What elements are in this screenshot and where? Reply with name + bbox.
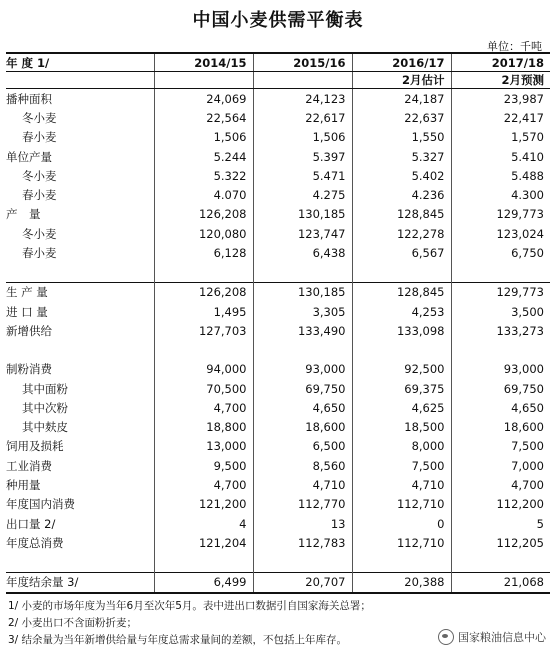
table-row <box>6 302 550 321</box>
balance-table <box>6 52 550 594</box>
row-value: 18,600 <box>253 417 352 436</box>
row-label: 春小麦 <box>22 246 57 261</box>
row-value: 3,500 <box>451 302 550 321</box>
row-value: 3,305 <box>253 302 352 321</box>
row-label: 出口量 2/ <box>6 516 56 531</box>
row-label: 进 口 量 <box>6 304 48 319</box>
row-value: 8,560 <box>253 456 352 475</box>
row-value: 92,500 <box>352 360 451 379</box>
row-label: 种用量 <box>6 477 41 492</box>
row-label: 年度国内消费 <box>6 497 75 512</box>
row-label: 其中麸皮 <box>22 420 68 435</box>
row-label: 播种面积 <box>6 91 52 106</box>
row-value: 6,750 <box>451 243 550 262</box>
row-label: 冬小麦 <box>22 168 57 183</box>
row-value: 112,710 <box>352 495 451 514</box>
row-value: 0 <box>352 514 451 533</box>
header-sub <box>154 72 253 89</box>
table-row <box>6 185 550 204</box>
spacer-cell <box>6 341 154 360</box>
row-value: 133,098 <box>352 321 451 340</box>
spacer-cell <box>6 553 154 573</box>
row-value: 120,080 <box>154 224 253 243</box>
header-year-label: 年 度 1/ <box>6 53 154 72</box>
row-label: 产 量 <box>6 207 41 222</box>
row-value: 22,564 <box>154 108 253 127</box>
spacer-row <box>6 341 550 360</box>
row-label: 冬小麦 <box>22 226 57 241</box>
unit-label: 单位：千吨 <box>487 40 542 53</box>
row-value: 18,500 <box>352 417 451 436</box>
row-value: 121,200 <box>154 495 253 514</box>
row-value: 5.244 <box>154 147 253 166</box>
row-label: 工业消费 <box>6 458 52 473</box>
header-sub: 2月预测 <box>451 72 550 89</box>
row-value: 4.300 <box>451 185 550 204</box>
spacer-cell <box>451 341 550 360</box>
table-row <box>6 514 550 533</box>
row-value: 23,987 <box>451 89 550 109</box>
row-value: 1,506 <box>253 128 352 147</box>
watermark-text: 国家粮油信息中心 <box>458 631 546 644</box>
table-row <box>6 89 550 109</box>
row-value: 4,700 <box>154 398 253 417</box>
header-sub <box>253 72 352 89</box>
row-value: 133,490 <box>253 321 352 340</box>
row-value: 24,187 <box>352 89 451 109</box>
table-row <box>6 321 550 340</box>
row-value: 21,068 <box>451 572 550 593</box>
row-value: 7,500 <box>451 437 550 456</box>
table-row <box>6 475 550 494</box>
spacer-cell <box>451 263 550 283</box>
row-value: 122,278 <box>352 224 451 243</box>
table-row <box>6 282 550 302</box>
row-value: 93,000 <box>451 360 550 379</box>
table-row <box>6 379 550 398</box>
row-label: 冬小麦 <box>22 110 57 125</box>
row-value: 22,617 <box>253 108 352 127</box>
row-value: 5.488 <box>451 166 550 185</box>
row-value: 13 <box>253 514 352 533</box>
header-subrow <box>6 72 550 89</box>
row-value: 6,567 <box>352 243 451 262</box>
row-value: 7,500 <box>352 456 451 475</box>
table-row <box>6 572 550 593</box>
spacer-cell <box>154 341 253 360</box>
row-value: 112,770 <box>253 495 352 514</box>
row-value: 4,700 <box>154 475 253 494</box>
row-label: 饲用及损耗 <box>6 439 64 454</box>
table-row <box>6 533 550 552</box>
spacer-cell <box>451 553 550 573</box>
row-value: 4,650 <box>451 398 550 417</box>
header-year: 2016/17 <box>352 53 451 72</box>
row-label: 其中面粉 <box>22 381 68 396</box>
row-value: 112,710 <box>352 533 451 552</box>
row-value: 5.397 <box>253 147 352 166</box>
footnotes <box>8 598 371 649</box>
row-value: 8,000 <box>352 437 451 456</box>
row-value: 1,495 <box>154 302 253 321</box>
row-value: 112,200 <box>451 495 550 514</box>
row-value: 6,499 <box>154 572 253 593</box>
row-value: 24,069 <box>154 89 253 109</box>
row-value: 94,000 <box>154 360 253 379</box>
row-value: 4,700 <box>451 475 550 494</box>
row-label: 春小麦 <box>22 188 57 203</box>
table-row <box>6 360 550 379</box>
spacer-cell <box>352 263 451 283</box>
row-value: 4,650 <box>253 398 352 417</box>
header-year: 2015/16 <box>253 53 352 72</box>
row-value: 22,417 <box>451 108 550 127</box>
row-value: 112,783 <box>253 533 352 552</box>
row-value: 127,703 <box>154 321 253 340</box>
header-sub-empty <box>6 72 154 89</box>
row-value: 128,845 <box>352 282 451 302</box>
table-title: 中国小麦供需平衡表 <box>192 10 364 31</box>
row-value: 20,388 <box>352 572 451 593</box>
table-row <box>6 224 550 243</box>
row-value: 18,800 <box>154 417 253 436</box>
table-row <box>6 417 550 436</box>
row-value: 133,273 <box>451 321 550 340</box>
row-value: 130,185 <box>253 282 352 302</box>
row-label: 年度结余量 3/ <box>6 572 154 593</box>
spacer-cell <box>352 341 451 360</box>
row-label: 新增供给 <box>6 323 52 338</box>
row-label: 生 产 量 <box>6 282 154 302</box>
row-value: 5 <box>451 514 550 533</box>
row-value: 5.402 <box>352 166 451 185</box>
row-value: 112,205 <box>451 533 550 552</box>
row-value: 7,000 <box>451 456 550 475</box>
spacer-cell <box>154 553 253 573</box>
row-value: 1,550 <box>352 128 451 147</box>
table-row <box>6 243 550 262</box>
row-value: 20,707 <box>253 572 352 593</box>
row-value: 9,500 <box>154 456 253 475</box>
footnote: 1/ 小麦的市场年度为当年6月至次年5月。表中进出口数据引自国家海关总署； <box>8 600 371 612</box>
row-label: 单位产量 <box>6 149 52 164</box>
table-row <box>6 166 550 185</box>
watermark <box>438 629 546 645</box>
table-row <box>6 205 550 224</box>
row-value: 18,600 <box>451 417 550 436</box>
table-row <box>6 495 550 514</box>
row-value: 1,506 <box>154 128 253 147</box>
row-value: 6,128 <box>154 243 253 262</box>
row-value: 6,500 <box>253 437 352 456</box>
row-value: 126,208 <box>154 205 253 224</box>
table-row <box>6 108 550 127</box>
row-value: 69,375 <box>352 379 451 398</box>
spacer-cell <box>253 341 352 360</box>
row-value: 129,773 <box>451 282 550 302</box>
row-value: 4 <box>154 514 253 533</box>
row-value: 4.236 <box>352 185 451 204</box>
table-row <box>6 456 550 475</box>
row-value: 6,438 <box>253 243 352 262</box>
row-value: 24,123 <box>253 89 352 109</box>
spacer-cell <box>253 263 352 283</box>
row-value: 4.275 <box>253 185 352 204</box>
spacer-row <box>6 263 550 283</box>
row-value: 128,845 <box>352 205 451 224</box>
spacer-cell <box>6 263 154 283</box>
row-value: 69,750 <box>253 379 352 398</box>
table-row <box>6 437 550 456</box>
row-value: 123,747 <box>253 224 352 243</box>
row-value: 5.327 <box>352 147 451 166</box>
spacer-cell <box>154 263 253 283</box>
row-value: 4.070 <box>154 185 253 204</box>
row-value: 130,185 <box>253 205 352 224</box>
row-value: 5.471 <box>253 166 352 185</box>
wechat-logo-icon <box>438 629 454 645</box>
row-label: 制粉消费 <box>6 362 52 377</box>
table-row <box>6 128 550 147</box>
row-label: 其中次粉 <box>22 400 68 415</box>
row-value: 129,773 <box>451 205 550 224</box>
row-value: 4,710 <box>253 475 352 494</box>
spacer-row <box>6 553 550 573</box>
header-row <box>6 53 550 72</box>
table-row <box>6 398 550 417</box>
row-value: 13,000 <box>154 437 253 456</box>
row-value: 4,625 <box>352 398 451 417</box>
row-label: 年度总消费 <box>6 535 64 550</box>
row-value: 70,500 <box>154 379 253 398</box>
row-value: 126,208 <box>154 282 253 302</box>
row-value: 5.322 <box>154 166 253 185</box>
table-row <box>6 147 550 166</box>
row-label: 春小麦 <box>22 130 57 145</box>
row-value: 22,637 <box>352 108 451 127</box>
footnote: 2/ 小麦出口不含面粉折麦； <box>8 617 138 629</box>
row-value: 5.410 <box>451 147 550 166</box>
row-value: 4,710 <box>352 475 451 494</box>
header-year: 2017/18 <box>451 53 550 72</box>
row-value: 121,204 <box>154 533 253 552</box>
row-value: 123,024 <box>451 224 550 243</box>
row-value: 1,570 <box>451 128 550 147</box>
row-value: 93,000 <box>253 360 352 379</box>
spacer-cell <box>352 553 451 573</box>
header-year: 2014/15 <box>154 53 253 72</box>
row-value: 4,253 <box>352 302 451 321</box>
footnote: 3/ 结余量为当年新增供给量与年度总需求量间的差额，不包括上年库存。 <box>8 634 348 646</box>
row-value: 69,750 <box>451 379 550 398</box>
spacer-cell <box>253 553 352 573</box>
header-sub: 2月估计 <box>352 72 451 89</box>
